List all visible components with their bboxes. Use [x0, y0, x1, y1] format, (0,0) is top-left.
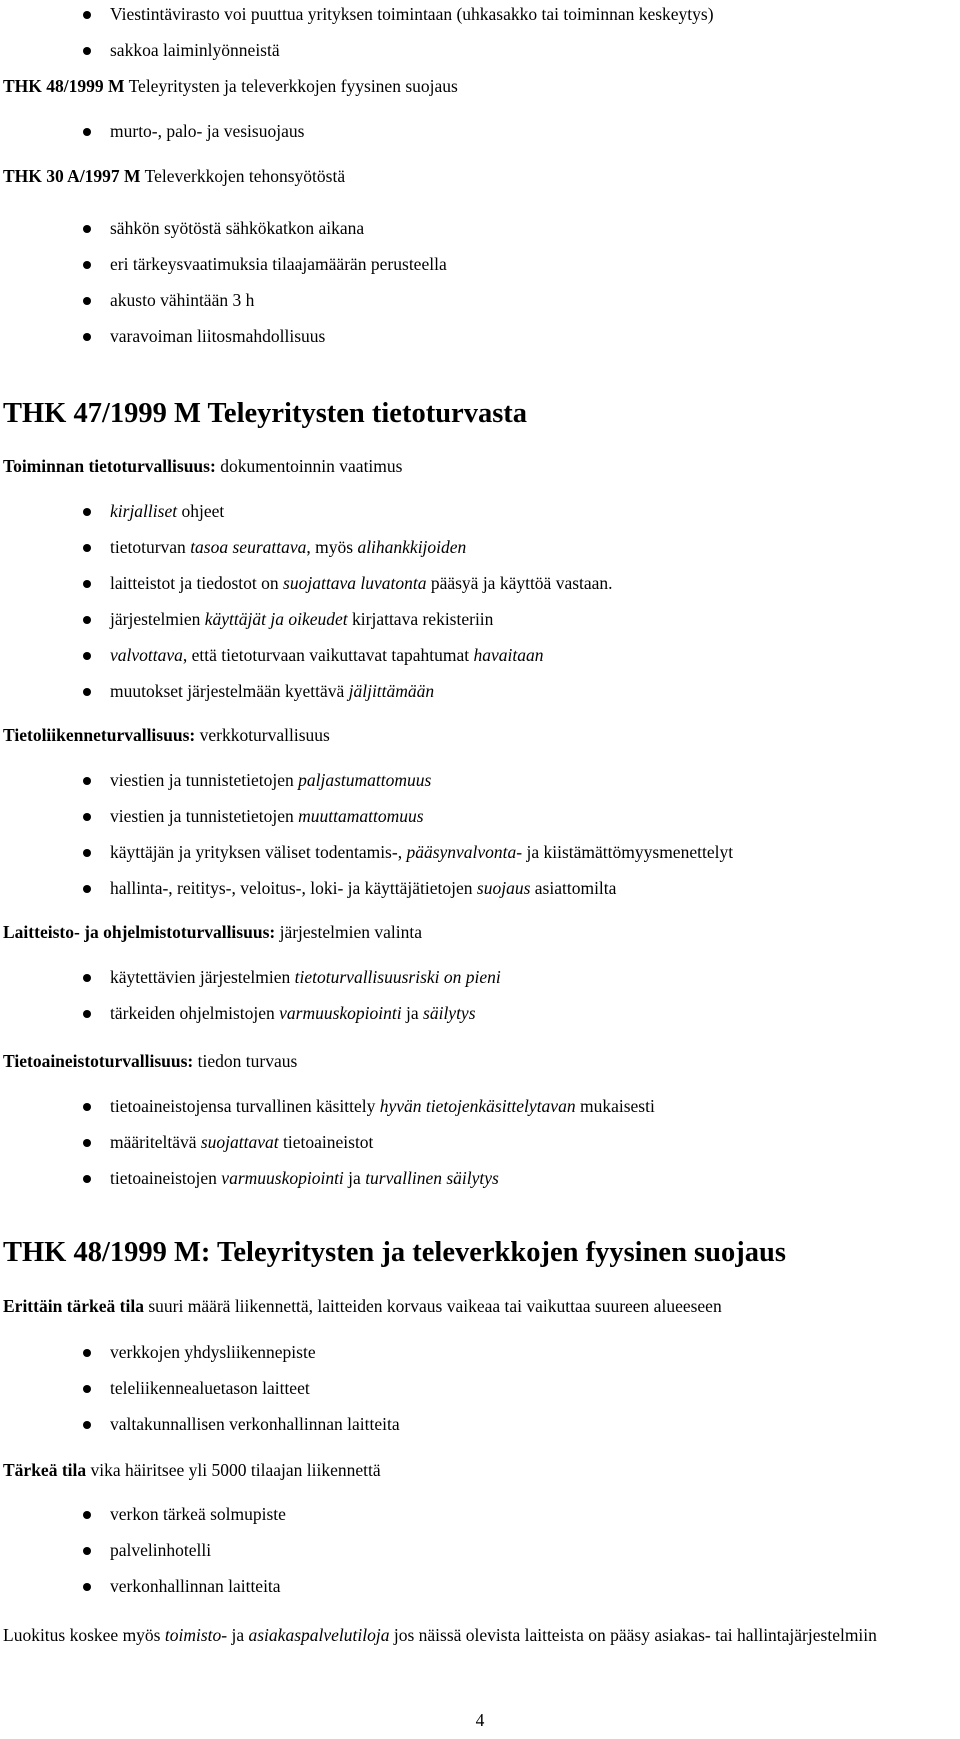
bullet-icon: [83, 688, 91, 696]
bullet-list: [3, 1340, 955, 1448]
list-item: [3, 1001, 955, 1037]
list-item: [3, 216, 955, 252]
text-run: viestien ja tunnistetietojen: [110, 770, 299, 790]
bold-run: THK 30 A/1997 M: [3, 166, 141, 186]
list-item: [3, 768, 955, 804]
list-item: [3, 119, 955, 155]
text-run: tietoaineistot: [278, 1132, 374, 1152]
bullet-icon: [83, 11, 91, 19]
list-item: [3, 535, 955, 571]
italic-run: kirjalliset: [110, 501, 178, 521]
bold-run: Tietoaineistoturvallisuus:: [3, 1051, 194, 1071]
text-run: ja: [227, 1625, 249, 1645]
text-run: ja: [343, 1168, 366, 1188]
bullet-icon: [83, 261, 91, 269]
page-number: 4: [475, 1710, 485, 1730]
section-heading: THK 47/1999 M Teleyritysten tietoturvasta: [3, 398, 528, 429]
bullet-icon: [83, 1139, 91, 1147]
text-run: verkkoturvallisuus: [195, 725, 330, 745]
section-heading: THK 48/1999 M: Teleyritysten ja televerkkojen fyysinen suojaus: [3, 1237, 786, 1268]
bullet-icon: [83, 580, 91, 588]
text-run: verkonhallinnan laitteita: [110, 1576, 281, 1596]
bullet-icon: [83, 1385, 91, 1393]
paragraph: [3, 1458, 955, 1482]
text-run: laitteistot ja tiedostot on: [110, 573, 284, 593]
text-run: verkkojen yhdysliikennepiste: [110, 1342, 316, 1362]
paragraph: [3, 723, 955, 747]
list-item: [3, 1538, 955, 1574]
text-run: käyttäjän ja yrityksen väliset todentamis-,: [110, 842, 407, 862]
list-item: [3, 1340, 955, 1376]
bullet-list: [3, 119, 955, 155]
italic-run: suojaus: [476, 878, 531, 898]
italic-run: havaitaan: [473, 645, 544, 665]
text-run: eri tärkeysvaatimuksia tilaajamäärän perusteella: [110, 254, 447, 274]
text-run: sakkoa laiminlyönneistä: [110, 40, 280, 60]
text-run: tärkeiden ohjelmistojen: [110, 1003, 280, 1023]
bullet-icon: [83, 47, 91, 55]
text-run: ohjeet: [177, 501, 225, 521]
bullet-list: [3, 768, 955, 912]
text-run: ja: [401, 1003, 424, 1023]
text-run: verkon tärkeä solmupiste: [110, 1504, 286, 1524]
text-run: murto-, palo- ja vesisuojaus: [110, 121, 305, 141]
italic-run: suojattavat: [200, 1132, 279, 1152]
bullet-icon: [83, 849, 91, 857]
italic-run: suojattava luvatonta: [283, 573, 427, 593]
paragraph: [3, 1294, 955, 1318]
list-item: [3, 965, 955, 1001]
text-run: tietoaineistojen: [110, 1168, 222, 1188]
text-run: Televerkkojen tehonsyötöstä: [140, 166, 346, 186]
italic-run: tietoturvallisuusriski on pieni: [294, 967, 501, 987]
italic-run: valvottava: [110, 645, 183, 665]
italic-run: alihankkijoiden: [357, 537, 467, 557]
text-run: tietoturvan: [110, 537, 191, 557]
text-run: Luokitus koskee myös: [3, 1625, 165, 1645]
list-item: [3, 38, 955, 74]
text-run: palvelinhotelli: [110, 1540, 212, 1560]
list-item: [3, 840, 955, 876]
text-run: määriteltävä: [110, 1132, 201, 1152]
bullet-icon: [83, 1175, 91, 1183]
paragraph: [3, 164, 955, 188]
list-item: [3, 1502, 955, 1538]
bullet-icon: [83, 1010, 91, 1018]
text-run: , että tietoturvaan vaikuttavat tapahtumat: [182, 645, 474, 665]
bullet-list: [3, 1502, 955, 1610]
text-run: pääsyä ja käyttöä vastaan.: [426, 573, 613, 593]
text-run: teleliikennealuetason laitteet: [110, 1378, 310, 1398]
paragraph: [3, 74, 955, 98]
bullet-icon: [83, 333, 91, 341]
bullet-icon: [83, 1421, 91, 1429]
bullet-icon: [83, 616, 91, 624]
paragraph: [3, 920, 955, 944]
text-run: , myös: [306, 537, 358, 557]
italic-run: toimisto-: [164, 1625, 228, 1645]
bullet-icon: [83, 1583, 91, 1591]
bullet-list: [3, 2, 955, 74]
bold-run: Laitteisto- ja ohjelmistoturvallisuus:: [3, 922, 276, 942]
text-run: valtakunnallisen verkonhallinnan laitteita: [110, 1414, 400, 1434]
bullet-icon: [83, 974, 91, 982]
text-run: järjestelmien: [110, 609, 205, 629]
list-item: [3, 288, 955, 324]
list-item: [3, 1130, 955, 1166]
text-run: hallinta-, reititys-, veloitus-, loki- ja käyttäjätietojen: [110, 878, 477, 898]
bullet-icon: [83, 297, 91, 305]
text-run: jos näissä olevista laitteista on pääsy asiakas- tai hallintajärjestelmiin: [389, 1625, 877, 1645]
bold-run: Tärkeä tila: [3, 1460, 87, 1480]
text-run: Viestintävirasto voi puuttua yrityksen toimintaan (uhkasakko tai toiminnan keskeytys): [110, 4, 714, 24]
list-item: [3, 324, 955, 360]
list-item: [3, 499, 955, 535]
italic-run: pääsynvalvonta-: [406, 842, 523, 862]
italic-run: hyvän tietojenkäsittelytavan: [379, 1096, 576, 1116]
bullet-list: [3, 965, 955, 1037]
text-run: dokumentoinnin vaatimus: [215, 456, 403, 476]
text-run: sähkön syötöstä sähkökatkon aikana: [110, 218, 365, 238]
text-run: asiattomilta: [530, 878, 617, 898]
list-item: [3, 1166, 955, 1202]
bullet-icon: [83, 544, 91, 552]
italic-run: paljastumattomuus: [298, 770, 432, 790]
paragraph: [3, 1623, 955, 1647]
bullet-list: [3, 216, 955, 360]
list-item: [3, 1574, 955, 1610]
bullet-list: [3, 1094, 955, 1202]
paragraph: [3, 454, 955, 478]
text-run: varavoiman liitosmahdollisuus: [110, 326, 326, 346]
italic-run: tasoa seurattava: [190, 537, 307, 557]
italic-run: jäljittämään: [348, 681, 435, 701]
list-item: [3, 2, 955, 38]
italic-run: käyttäjät ja oikeudet: [204, 609, 348, 629]
bullet-icon: [83, 128, 91, 136]
bold-run: THK 48/1999 M: [3, 76, 125, 96]
text-run: ja kiistämättömyysmenettelyt: [522, 842, 734, 862]
list-item: [3, 1094, 955, 1130]
bullet-icon: [83, 1103, 91, 1111]
list-item: [3, 679, 955, 715]
list-item: [3, 252, 955, 288]
bullet-icon: [83, 508, 91, 516]
text-run: järjestelmien valinta: [275, 922, 422, 942]
italic-run: säilytys: [423, 1003, 476, 1023]
italic-run: asiakaspalvelutiloja: [248, 1625, 390, 1645]
text-run: Teleyritysten ja televerkkojen fyysinen suojaus: [124, 76, 458, 96]
bullet-icon: [83, 225, 91, 233]
text-run: akusto vähintään 3 h: [110, 290, 255, 310]
bold-run: Toiminnan tietoturvallisuus:: [3, 456, 216, 476]
italic-run: varmuuskopiointi: [221, 1168, 344, 1188]
list-item: [3, 1376, 955, 1412]
list-item: [3, 571, 955, 607]
text-run: vika häiritsee yli 5000 tilaajan liikennettä: [86, 1460, 381, 1480]
text-run: tietoaineistojensa turvallinen käsittely: [110, 1096, 380, 1116]
bullet-icon: [83, 1547, 91, 1555]
list-item: [3, 1412, 955, 1448]
list-item: [3, 643, 955, 679]
bullet-icon: [83, 813, 91, 821]
list-item: [3, 876, 955, 912]
bullet-icon: [83, 777, 91, 785]
list-item: [3, 607, 955, 643]
italic-run: muuttamattomuus: [298, 806, 424, 826]
text-run: kirjattava rekisteriin: [347, 609, 494, 629]
text-run: muutokset järjestelmään kyettävä: [110, 681, 349, 701]
paragraph: [3, 1049, 955, 1073]
bold-run: Tietoliikenneturvallisuus:: [3, 725, 196, 745]
bullet-list: [3, 499, 955, 715]
bullet-icon: [83, 652, 91, 660]
list-item: [3, 804, 955, 840]
italic-run: varmuuskopiointi: [279, 1003, 402, 1023]
text-run: mukaisesti: [575, 1096, 655, 1116]
bullet-icon: [83, 1511, 91, 1519]
text-run: tiedon turvaus: [193, 1051, 298, 1071]
bullet-icon: [83, 1349, 91, 1357]
bold-run: Erittäin tärkeä tila: [3, 1296, 144, 1316]
italic-run: turvallinen säilytys: [365, 1168, 499, 1188]
text-run: suuri määrä liikennettä, laitteiden korvaus vaikeaa tai vaikuttaa suureen alueeseen: [143, 1296, 722, 1316]
text-run: viestien ja tunnistetietojen: [110, 806, 299, 826]
text-run: käytettävien järjestelmien: [110, 967, 295, 987]
bullet-icon: [83, 885, 91, 893]
